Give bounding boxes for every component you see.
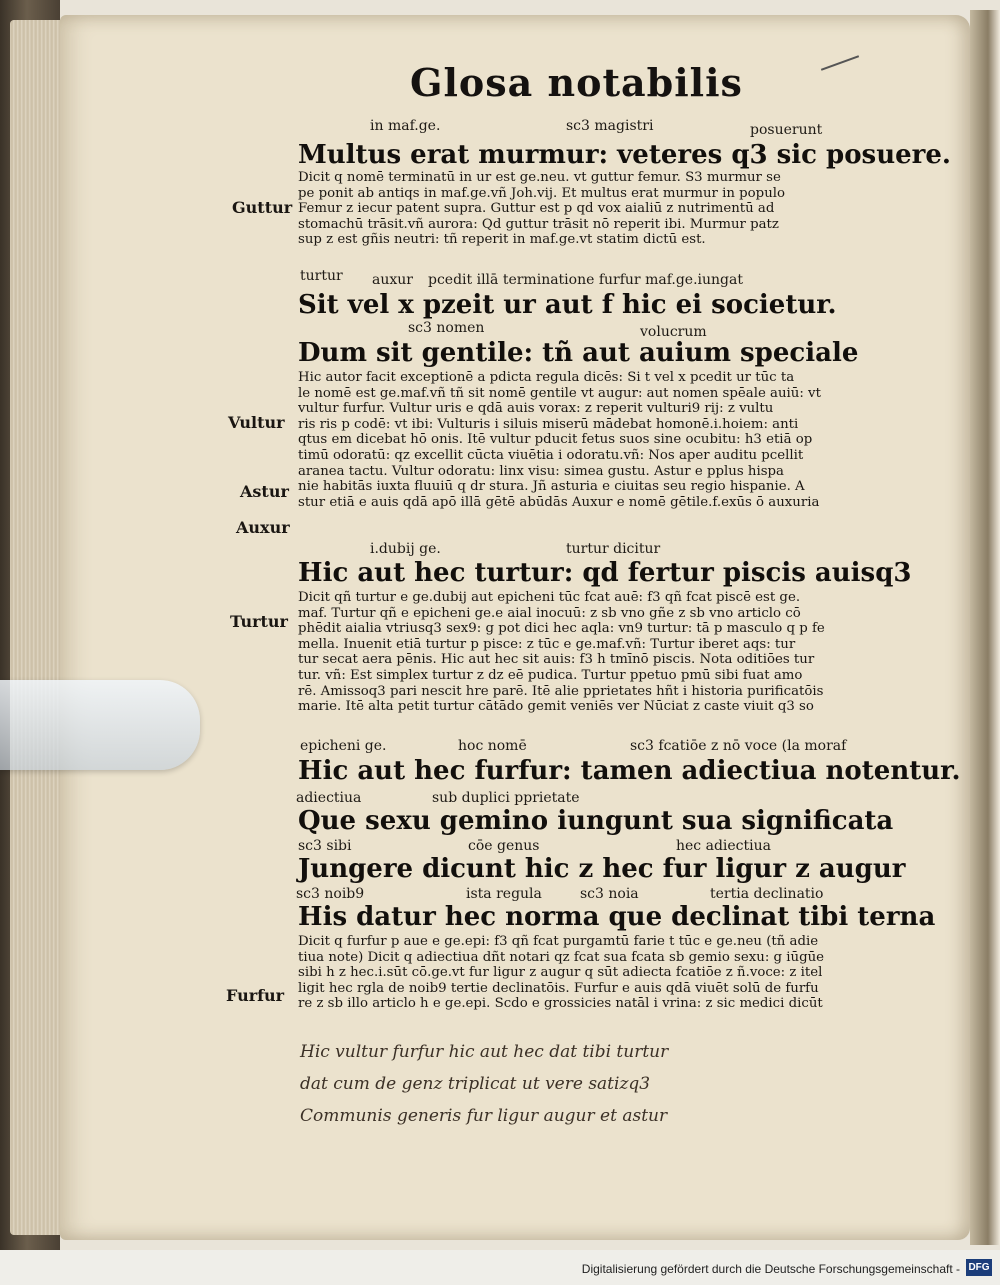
handwritten-note: Hic vultur furfur hic aut hec dat tibi turtur (300, 1042, 669, 1062)
dfg-logo: DFG (966, 1259, 992, 1276)
gloss: adiectiua (296, 790, 362, 806)
commentary-line: Dicit q furfur p aue e ge.epi: f3 qñ fcat purgamtū farie t tūc e ge.neu (tñ adie (298, 934, 819, 949)
page-title: Glosa notabilis (410, 60, 743, 105)
commentary-line: Dicit q nomē terminatū in ur est ge.neu. vt guttur femur. S3 murmur se (298, 170, 781, 185)
commentary-line: sibi h z hec.i.sūt cō.ge.vt fur ligur z augur q sūt adiecta fcatiōe z ñ.voce: z itel (298, 965, 823, 981)
gloss: sc3 nomen (408, 320, 485, 336)
commentary-block (298, 590, 890, 715)
handwritten-note: dat cum de genz triplicat ut vere satizq3 (300, 1074, 651, 1094)
gloss: auxur (372, 272, 413, 288)
margin-note: Astur (240, 482, 289, 501)
commentary-line: mella. Inuenit etiā turtur p pisce: z tūc e ge.maf.vñ: Turtur iberet aqs: tur (298, 636, 796, 652)
gloss: volucrum (640, 324, 707, 340)
commentary-line: stomachū trāsit.vñ aurora: Qd guttur trāsit nō reperit ibi. Murmur patz (298, 216, 779, 232)
gloss: hec adiectiua (676, 838, 771, 854)
commentary-line: nie habitās iuxta fluuiū q dr stura. Jñ asturia e ciuitas seu regio hispanie. A (298, 479, 805, 495)
handwritten-note: Communis generis fur ligur augur et astur (300, 1106, 668, 1126)
gloss: cōe genus (468, 838, 540, 854)
margin-note: Auxur (236, 518, 290, 537)
gloss: sc3 noia (580, 886, 639, 902)
commentary-line: phēdit aialia vtriusq3 sex9: g pot dici hec aqla: vn9 turtur: tā p masculo q p fe (298, 621, 825, 637)
commentary-line: Hic autor facit exceptionē a pdicta regula dicēs: Si t vel x pcedit ur tūc ta (298, 370, 795, 385)
verse-line: His datur hec norma que declinat tibi terna (298, 902, 936, 932)
verse-line: Multus erat murmur: veteres q3 sic posuere. (298, 140, 951, 170)
commentary-block (298, 934, 890, 1012)
page-stack-edges (10, 20, 65, 1235)
commentary-line: marie. Itē alta petit turtur cātādo gemit veniēs ver Nūciat z caste viuit q3 so (298, 699, 814, 715)
commentary-line: tur. vñ: Est simplex turtur z dz eē pudica. Turtur ppetuo pmū sibi fuat amo (298, 667, 803, 683)
gloss: i.dubij ge. (370, 541, 441, 557)
commentary-line: qtus em dicebat hō onis. Itē vultur pducit fetus suos sine ocubitu: h3 etiā op (298, 432, 813, 448)
commentary-line: re z sb illo articlo h e ge.epi. Scdo e grossicies natāl i vrina: z sic medici dicūt (298, 996, 823, 1012)
gloss: tertia declinatio (710, 886, 824, 902)
gloss: pcedit illā terminatione furfur maf.ge.iungat (428, 272, 743, 288)
gloss: sc3 magistri (566, 118, 654, 134)
gloss: sc3 noib9 (296, 886, 365, 902)
commentary-line: Dicit qñ turtur e ge.dubij aut epicheni tūc fcat auē: f3 qñ fcat piscē est ge. (298, 590, 801, 605)
gloss: epicheni ge. (300, 738, 387, 754)
funding-credit: Digitalisierung gefördert durch die Deutsche Forschungsgemeinschaft - (581, 1262, 960, 1276)
gloss: posuerunt (750, 122, 823, 138)
margin-note: Guttur (232, 198, 293, 217)
margin-note: Vultur (228, 413, 285, 432)
gloss: turtur (300, 268, 343, 284)
commentary-line: tur secat aera pēnis. Hic aut hec sit auis: f3 h tmīnō piscis. Nota oditiōes tur (298, 652, 815, 668)
commentary-line: sup z est gñis neutri: tñ reperit in maf.ge.vt statim dictū est. (298, 232, 706, 248)
commentary-line: ligit hec rgla de noib9 tertie declinatōis. Furfur e auis qdā viuēt solū de furfu (298, 980, 819, 996)
gloss: turtur dicitur (566, 541, 661, 557)
commentary-line: pe ponit ab antiqs in maf.ge.vñ Joh.vij. Et multus erat murmur in populo (298, 185, 786, 201)
book-right-edge (970, 10, 1000, 1245)
gloss: in maf.ge. (370, 118, 441, 134)
commentary-line: maf. Turtur qñ e epicheni ge.e aial inocuū: z sb vno gñe z sb vno articlo cō (298, 605, 801, 621)
commentary-line: vultur furfur. Vultur uris e qdā auis vorax: z reperit vulturi9 rij: z vultu (298, 401, 774, 417)
gloss: sc3 fcatiōe z nō voce (la moraf (630, 738, 847, 754)
commentary-line: ris ris p codē: vt ibi: Vulturis i siluis miserū mādebat homonē.i.hoiem: anti (298, 416, 799, 432)
commentary-line: tiua note) Dicit q adiectiua dñt notari qz fcat sua fcata sb gemio sexu: g iūgūe (298, 949, 825, 965)
commentary-block (298, 370, 890, 510)
commentary-line: rē. Amissoq3 pari nescit hre parē. Itē alie pprietates hñt i historia purificatōis (298, 683, 824, 699)
commentary-line: aranea tactu. Vultur odoratu: linx visu: simea gustu. Astur e pplus hispa (298, 463, 784, 479)
gloss: hoc nomē (458, 738, 527, 754)
gloss: ista regula (466, 886, 542, 902)
commentary-block (298, 170, 890, 248)
gloss: sc3 sibi (298, 838, 352, 854)
verse-line: Hic aut hec turtur: qd fertur piscis auisq3 (298, 558, 912, 588)
margin-note: Furfur (226, 986, 285, 1005)
commentary-line: stur etiā e auis qdā apō illā gētē abūdās Auxur e nomē gētile.f.exūs ō auxuria (298, 494, 820, 510)
margin-note: Turtur (230, 612, 288, 631)
gloss: sub duplici pprietate (432, 790, 580, 806)
verse-line: Hic aut hec furfur: tamen adiectiua notentur. (298, 756, 961, 786)
verse-line: Jungere dicunt hic z hec fur ligur z augur (298, 854, 906, 884)
verse-line: Sit vel x pzeit ur aut f hic ei societur. (298, 290, 837, 320)
commentary-line: Femur z iecur patent supra. Guttur est p qd vox aialiū z nutrimentū ad (298, 201, 775, 217)
glass-page-weight (0, 680, 200, 770)
commentary-line: le nomē est ge.maf.vñ tñ sit nomē gentile vt augur: aut nomen spēale auiū: vt (298, 385, 821, 401)
verse-line: Que sexu gemino iungunt sua significata (298, 806, 894, 836)
commentary-line: timū odoratū: qz excellit cūcta viuētia i odoratu.vñ: Nos aper auditu pcellit (298, 447, 804, 463)
verse-line: Dum sit gentile: tñ aut auium speciale (298, 338, 859, 368)
